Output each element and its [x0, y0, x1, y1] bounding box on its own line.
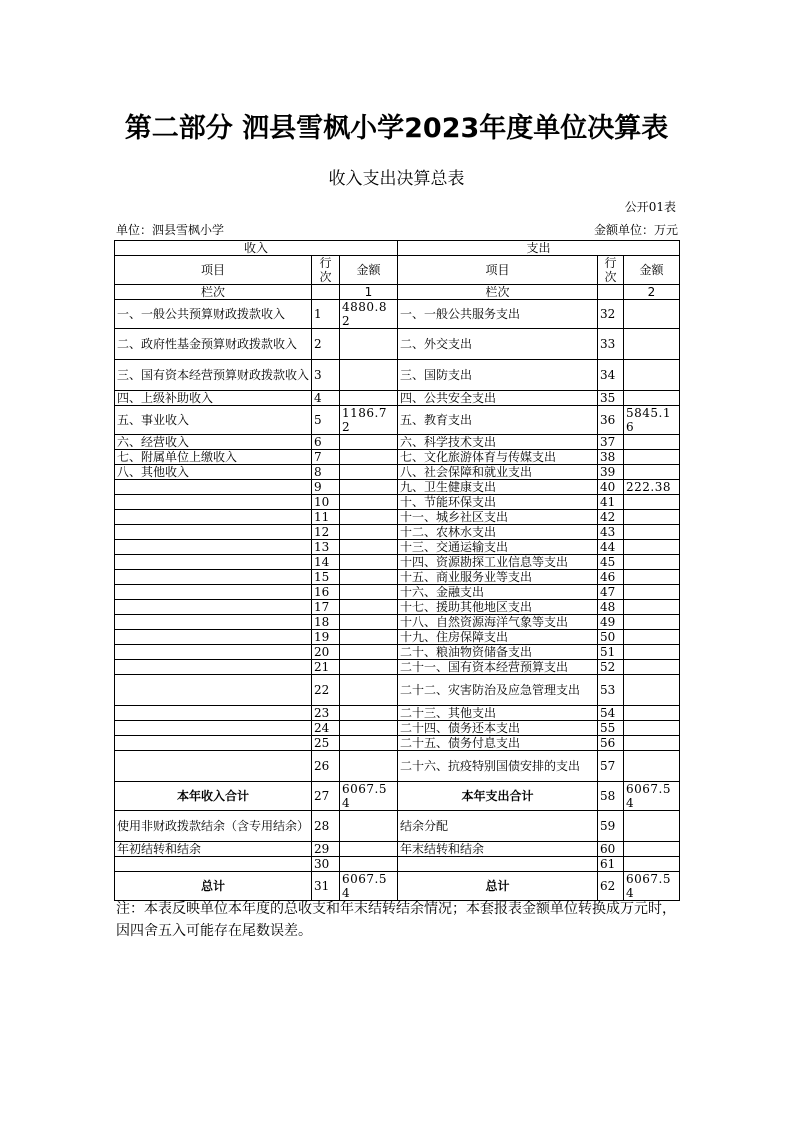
cell-ex-amt [624, 600, 680, 615]
cell-in-item: 二、政府性基金预算财政拨款收入 [115, 329, 312, 360]
expense-header: 支出 [398, 241, 680, 256]
cell-in-amt [340, 329, 398, 360]
cell-ex-no: 46 [598, 570, 624, 585]
table-row [115, 706, 680, 721]
cell-ex-amt [624, 630, 680, 645]
table-row [115, 872, 680, 901]
cell-ex-item: 十七、援助其他地区支出 [398, 600, 598, 615]
cell-in-item: 一、一般公共预算财政拨款收入 [115, 300, 312, 329]
cell-ex-item: 十八、自然资源海洋气象等支出 [398, 615, 598, 630]
cell-ex-amt [624, 675, 680, 706]
income-header: 收入 [115, 241, 398, 256]
cell-ex-no: 45 [598, 555, 624, 570]
cell-ex-no: 40 [598, 480, 624, 495]
cell-ex-item: 二十一、国有资本经营预算支出 [398, 660, 598, 675]
table-row [115, 782, 680, 811]
cell-ex-amt [624, 450, 680, 465]
cell-in-item: 使用非财政拨款结余（含专用结余） [115, 811, 312, 842]
cell-ex-amt [624, 811, 680, 842]
cell-ex-no: 44 [598, 540, 624, 555]
cell-in-no: 1 [312, 300, 340, 329]
cell-ex-amt [624, 570, 680, 585]
cell-in-amt: 4880.82 [340, 300, 398, 329]
cell-in-item [115, 660, 312, 675]
cell-in-item [115, 721, 312, 736]
cell-ex-amt [624, 391, 680, 406]
cell-in-no: 12 [312, 525, 340, 540]
table-row [115, 465, 680, 480]
cell-ex-amt: 5845.16 [624, 406, 680, 435]
cell-ex-amt [624, 510, 680, 525]
cell-ex-no: 53 [598, 675, 624, 706]
cell-in-item [115, 570, 312, 585]
cell-in-item [115, 600, 312, 615]
cell-in-amt [340, 480, 398, 495]
cell-in-amt [340, 360, 398, 391]
table-row [115, 555, 680, 570]
cell-ex-no: 38 [598, 450, 624, 465]
blank-cell [312, 285, 340, 300]
cell-in-amt [340, 615, 398, 630]
cell-ex-amt [624, 525, 680, 540]
cell-in-no: 29 [312, 842, 340, 857]
cell-ex-amt [624, 857, 680, 872]
budget-table [114, 240, 680, 901]
cell-ex-item: 十六、金融支出 [398, 585, 598, 600]
cell-ex-item: 本年支出合计 [398, 782, 598, 811]
cell-in-amt [340, 540, 398, 555]
table-row [115, 480, 680, 495]
cell-ex-no: 58 [598, 782, 624, 811]
cell-ex-amt: 222.38 [624, 480, 680, 495]
income-col-no: 1 [340, 285, 398, 300]
cell-ex-item: 十九、住房保障支出 [398, 630, 598, 645]
cell-in-amt [340, 630, 398, 645]
table-row [115, 495, 680, 510]
cell-ex-item: 二十六、抗疫特别国债安排的支出 [398, 751, 598, 782]
cell-in-no: 6 [312, 435, 340, 450]
expense-item-header: 项目 [398, 256, 598, 285]
cell-ex-no: 60 [598, 842, 624, 857]
cell-in-no: 28 [312, 811, 340, 842]
expense-rowno-header: 行次 [598, 256, 624, 285]
cell-in-no: 5 [312, 406, 340, 435]
cell-in-no: 3 [312, 360, 340, 391]
cell-ex-no: 42 [598, 510, 624, 525]
cell-in-item [115, 751, 312, 782]
cell-in-amt [340, 811, 398, 842]
cell-ex-no: 50 [598, 630, 624, 645]
cell-in-amt: 1186.72 [340, 406, 398, 435]
cell-in-amt [340, 465, 398, 480]
table-row [115, 600, 680, 615]
cell-in-item: 本年收入合计 [115, 782, 312, 811]
cell-in-no: 11 [312, 510, 340, 525]
cell-in-no: 30 [312, 857, 340, 872]
table-row [115, 570, 680, 585]
cell-ex-item: 六、科学技术支出 [398, 435, 598, 450]
cell-ex-item: 三、国防支出 [398, 360, 598, 391]
cell-ex-amt [624, 495, 680, 510]
cell-ex-item: 九、卫生健康支出 [398, 480, 598, 495]
cell-ex-no: 62 [598, 872, 624, 901]
table-row [115, 525, 680, 540]
cell-ex-item: 十四、资源勘探工业信息等支出 [398, 555, 598, 570]
cell-in-amt [340, 675, 398, 706]
cell-ex-amt [624, 540, 680, 555]
table-row [115, 630, 680, 645]
amount-unit: 金额单位：万元 [593, 223, 678, 237]
expense-col-no: 2 [624, 285, 680, 300]
cell-ex-item: 二、外交支出 [398, 329, 598, 360]
cell-ex-no: 61 [598, 857, 624, 872]
cell-in-item: 总计 [115, 872, 312, 901]
cell-ex-amt [624, 435, 680, 450]
cell-ex-item: 十、节能环保支出 [398, 495, 598, 510]
cell-ex-no: 56 [598, 736, 624, 751]
unit-label: 单位：泗县雪枫小学 [116, 223, 225, 237]
income-rowno-header: 行次 [312, 256, 340, 285]
form-number: 公开01表 [624, 200, 676, 214]
cell-ex-item: 五、教育支出 [398, 406, 598, 435]
table-row [115, 660, 680, 675]
table-row [115, 842, 680, 857]
table-row [115, 811, 680, 842]
cell-ex-no: 36 [598, 406, 624, 435]
lanci-row [115, 285, 680, 300]
cell-in-no: 15 [312, 570, 340, 585]
cell-ex-no: 57 [598, 751, 624, 782]
expense-amount-header: 金额 [624, 256, 680, 285]
table-row [115, 391, 680, 406]
cell-ex-amt [624, 842, 680, 857]
cell-in-amt [340, 495, 398, 510]
cell-ex-no: 43 [598, 525, 624, 540]
cell-ex-no: 59 [598, 811, 624, 842]
cell-in-no: 8 [312, 465, 340, 480]
cell-in-amt [340, 600, 398, 615]
header-columns-row [115, 256, 680, 285]
table-row [115, 300, 680, 329]
cell-in-item: 六、经营收入 [115, 435, 312, 450]
cell-ex-item: 二十三、其他支出 [398, 706, 598, 721]
cell-ex-no: 41 [598, 495, 624, 510]
cell-in-amt [340, 857, 398, 872]
cell-ex-item [398, 857, 598, 872]
cell-in-amt: 6067.54 [340, 872, 398, 901]
cell-in-no: 2 [312, 329, 340, 360]
cell-in-item [115, 480, 312, 495]
cell-in-no: 9 [312, 480, 340, 495]
cell-in-item [115, 630, 312, 645]
table-row [115, 675, 680, 706]
cell-in-no: 16 [312, 585, 340, 600]
cell-in-no: 4 [312, 391, 340, 406]
table-row [115, 510, 680, 525]
table-row [115, 857, 680, 872]
cell-in-amt [340, 585, 398, 600]
cell-in-amt [340, 660, 398, 675]
cell-in-amt [340, 842, 398, 857]
cell-ex-no: 52 [598, 660, 624, 675]
cell-ex-amt: 6067.54 [624, 872, 680, 901]
cell-in-no: 24 [312, 721, 340, 736]
cell-ex-no: 32 [598, 300, 624, 329]
cell-ex-amt [624, 660, 680, 675]
cell-ex-amt [624, 751, 680, 782]
cell-in-no: 18 [312, 615, 340, 630]
cell-in-no: 17 [312, 600, 340, 615]
cell-in-item [115, 706, 312, 721]
cell-in-no: 27 [312, 782, 340, 811]
cell-ex-item: 十三、交通运输支出 [398, 540, 598, 555]
cell-in-no: 26 [312, 751, 340, 782]
cell-ex-item: 十二、农林水支出 [398, 525, 598, 540]
table-row [115, 450, 680, 465]
cell-in-item [115, 525, 312, 540]
cell-ex-item: 二十二、灾害防治及应急管理支出 [398, 675, 598, 706]
cell-in-item: 四、上级补助收入 [115, 391, 312, 406]
cell-in-no: 10 [312, 495, 340, 510]
cell-in-no: 7 [312, 450, 340, 465]
cell-in-amt [340, 450, 398, 465]
cell-in-no: 31 [312, 872, 340, 901]
cell-in-no: 25 [312, 736, 340, 751]
cell-ex-no: 37 [598, 435, 624, 450]
cell-in-no: 13 [312, 540, 340, 555]
cell-in-no: 19 [312, 630, 340, 645]
cell-in-amt [340, 751, 398, 782]
cell-in-item [115, 736, 312, 751]
cell-in-amt: 6067.54 [340, 782, 398, 811]
cell-in-item [115, 857, 312, 872]
cell-ex-no: 54 [598, 706, 624, 721]
cell-ex-no: 48 [598, 600, 624, 615]
table-row [115, 435, 680, 450]
cell-in-amt [340, 570, 398, 585]
cell-ex-item: 十一、城乡社区支出 [398, 510, 598, 525]
cell-in-amt [340, 706, 398, 721]
cell-ex-amt [624, 645, 680, 660]
table-row [115, 540, 680, 555]
cell-ex-amt [624, 706, 680, 721]
income-item-header: 项目 [115, 256, 312, 285]
cell-ex-amt [624, 721, 680, 736]
cell-in-amt [340, 721, 398, 736]
cell-ex-item: 八、社会保障和就业支出 [398, 465, 598, 480]
cell-in-item [115, 495, 312, 510]
cell-in-amt [340, 435, 398, 450]
cell-ex-amt: 6067.54 [624, 782, 680, 811]
table-row [115, 645, 680, 660]
cell-ex-no: 49 [598, 615, 624, 630]
cell-in-item: 七、附属单位上缴收入 [115, 450, 312, 465]
table-row [115, 329, 680, 360]
cell-in-item [115, 615, 312, 630]
cell-ex-no: 51 [598, 645, 624, 660]
cell-ex-no: 33 [598, 329, 624, 360]
cell-ex-amt [624, 465, 680, 480]
income-amount-header: 金额 [340, 256, 398, 285]
table-row [115, 585, 680, 600]
cell-ex-no: 35 [598, 391, 624, 406]
cell-ex-item: 二十五、债务付息支出 [398, 736, 598, 751]
cell-in-item [115, 555, 312, 570]
cell-ex-amt [624, 736, 680, 751]
table-subtitle: 收入支出决算总表 [328, 169, 465, 189]
cell-ex-item: 年末结转和结余 [398, 842, 598, 857]
cell-ex-amt [624, 555, 680, 570]
cell-in-amt [340, 391, 398, 406]
cell-in-amt [340, 525, 398, 540]
table-row [115, 721, 680, 736]
cell-in-item [115, 645, 312, 660]
income-lanci: 栏次 [115, 285, 312, 300]
cell-ex-item: 二十四、债务还本支出 [398, 721, 598, 736]
cell-in-item: 五、事业收入 [115, 406, 312, 435]
cell-in-no: 21 [312, 660, 340, 675]
cell-ex-item: 十五、商业服务业等支出 [398, 570, 598, 585]
cell-in-amt [340, 645, 398, 660]
cell-in-item [115, 585, 312, 600]
cell-in-item [115, 675, 312, 706]
cell-ex-amt [624, 360, 680, 391]
cell-in-no: 22 [312, 675, 340, 706]
cell-in-no: 20 [312, 645, 340, 660]
page-title: 第二部分 泗县雪枫小学2023年度单位决算表 [124, 113, 669, 144]
footnote: 注：本表反映单位本年度的总收支和年末结转结余情况；本套报表金额单位转换成万元时，因四舍五入可能存在尾数误差。 [116, 901, 676, 939]
cell-ex-amt [624, 615, 680, 630]
cell-ex-no: 34 [598, 360, 624, 391]
table-row [115, 751, 680, 782]
table-row [115, 736, 680, 751]
cell-ex-amt [624, 585, 680, 600]
cell-ex-item: 总计 [398, 872, 598, 901]
expense-lanci: 栏次 [398, 285, 598, 300]
cell-ex-item: 一、一般公共服务支出 [398, 300, 598, 329]
cell-ex-no: 55 [598, 721, 624, 736]
cell-ex-item: 七、文化旅游体育与传媒支出 [398, 450, 598, 465]
cell-ex-no: 47 [598, 585, 624, 600]
cell-ex-no: 39 [598, 465, 624, 480]
cell-in-item [115, 510, 312, 525]
cell-in-item: 三、国有资本经营预算财政拨款收入 [115, 360, 312, 391]
cell-in-amt [340, 510, 398, 525]
cell-ex-amt [624, 329, 680, 360]
cell-ex-amt [624, 300, 680, 329]
cell-ex-item: 结余分配 [398, 811, 598, 842]
cell-in-no: 23 [312, 706, 340, 721]
cell-ex-item: 四、公共安全支出 [398, 391, 598, 406]
cell-in-item [115, 540, 312, 555]
cell-ex-item: 二十、粮油物资储备支出 [398, 645, 598, 660]
cell-in-amt [340, 736, 398, 751]
table-row [115, 360, 680, 391]
cell-in-no: 14 [312, 555, 340, 570]
table-row [115, 615, 680, 630]
blank-cell [598, 285, 624, 300]
cell-in-item: 年初结转和结余 [115, 842, 312, 857]
table-row [115, 406, 680, 435]
cell-in-amt [340, 555, 398, 570]
cell-in-item: 八、其他收入 [115, 465, 312, 480]
header-section-row [115, 241, 680, 256]
